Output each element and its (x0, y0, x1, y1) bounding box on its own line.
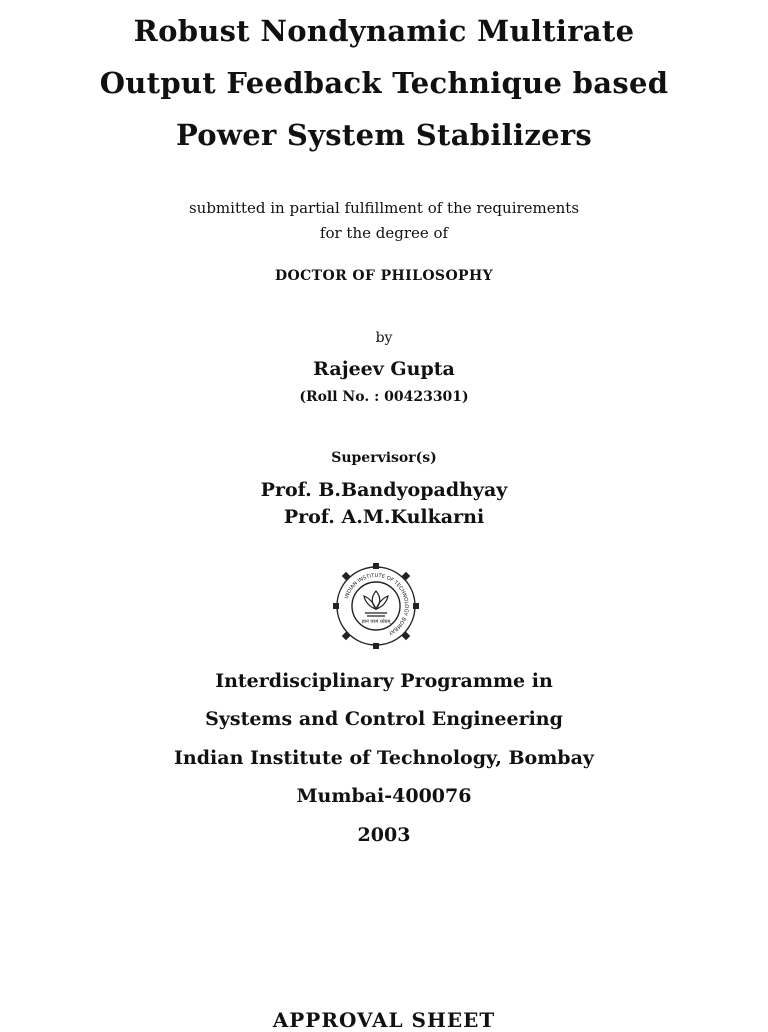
iit-bombay-logo (331, 561, 421, 651)
degree-name: DOCTOR OF PHILOSOPHY (274, 268, 493, 284)
lotus-emblem (364, 591, 388, 616)
institution-department: Systems and Control Engineering (205, 708, 563, 730)
author-name: Rajeev Gupta (313, 358, 455, 380)
thesis-title-line-1: Robust Nondynamic Multirate (133, 14, 635, 48)
thesis-title-line-3: Power System Stabilizers (175, 118, 593, 152)
thesis-title-line-2: Output Feedback Technique based (99, 66, 669, 100)
supervisors-label: Supervisor(s) (331, 450, 437, 466)
approval-sheet-heading: APPROVAL SHEET (272, 1008, 496, 1032)
submission-statement-line-1: submitted in partial fulfillment of the requirements (188, 199, 580, 217)
logo-ring-text: INDIAN INSTITUTE OF TECHNOLOGY BOMBAY (344, 572, 410, 636)
institution-programme: Interdisciplinary Programme in (215, 670, 553, 692)
submission-year: 2003 (357, 824, 411, 846)
supervisor-name-2: Prof. A.M.Kulkarni (283, 506, 485, 528)
institution-city: Mumbai-400076 (296, 785, 472, 807)
logo-motto: ज्ञानं परमं ध्येयम् (361, 619, 391, 625)
institution-name: Indian Institute of Technology, Bombay (174, 747, 594, 769)
author-roll-number: (Roll No. : 00423301) (299, 389, 469, 405)
by-label: by (375, 330, 393, 346)
supervisor-name-1: Prof. B.Bandyopadhyay (260, 479, 508, 501)
submission-statement-line-2: for the degree of (319, 224, 449, 242)
